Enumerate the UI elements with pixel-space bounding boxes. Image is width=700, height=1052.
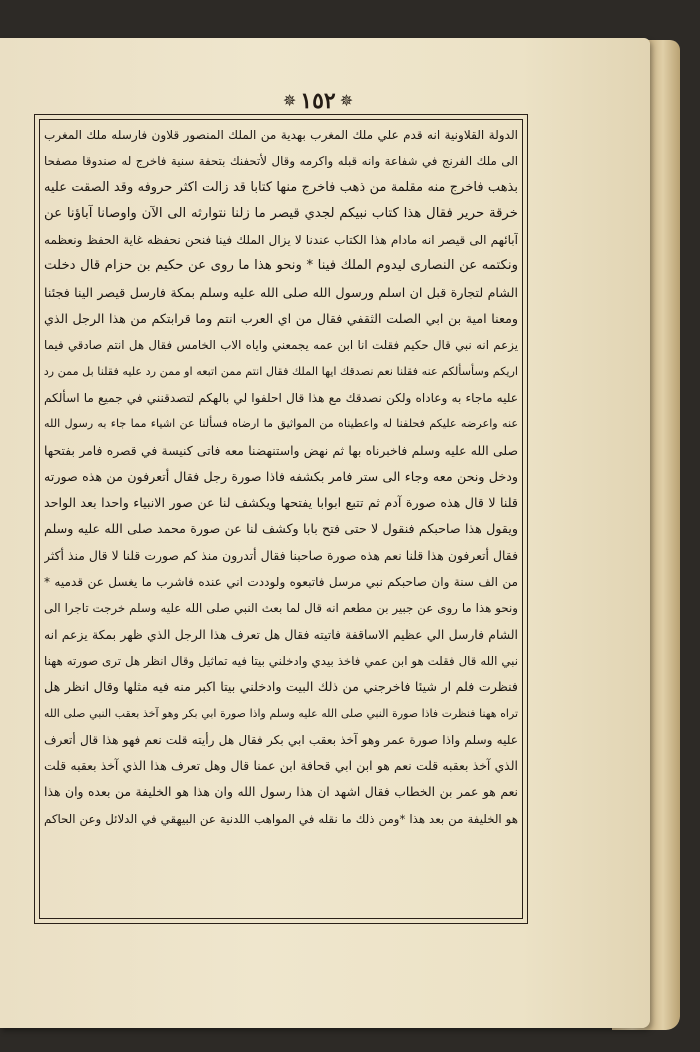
text-line: فنظرت فلم ار شيئا فاخرجني من ذلك البيت وادخلني بيتا اكبر منه فيه مثلها وقال انظر هل xyxy=(44,679,518,695)
text-line: اريكم وسأسألكم عنه فقلنا نعم نصدقك ايها الملك فقال انتم ممن اتبعه او ممن رد عليه فقلنا بل ممن رد xyxy=(44,364,518,378)
text-line: ونكتمه عن النصارى ليدوم الملك فينا * ونحو هذا ما روى عن حكيم بن حزام قال دخلت xyxy=(44,258,518,274)
text-line: ومعنا امية بن ابي الصلت الثقفي فقال من اي العرب انتم وما قرابتكم من هذا الرجل الذي xyxy=(44,311,518,327)
text-line: الشام لتجارة قبل ان اسلم ورسول الله صلى الله عليه وسلم بمكة فارسل قيصر الينا فجئنا xyxy=(44,284,518,300)
main-text xyxy=(44,122,518,916)
text-line: خرقة حرير فقال هذا كتاب نبيكم لجدي قيصر ما زلنا نتوارثه الى الآن واوصانا آباؤنا عن xyxy=(44,205,518,221)
text-line: الشام فارسل الي عظيم الاساقفة فاتيته فقال هل تعرف هذا الرجل الذي ظهر بمكة يزعم انه xyxy=(44,626,518,642)
text-line: عليه ماجاء به وعاداه ولكن نصدقك مع هذا قال احلفوا لي بالهكم لتصدقنني في جميع ما اسألكم xyxy=(44,390,518,405)
text-line: عنه واعرضه عليكم فحلفنا له واعطيناه من المواثيق ما ارضاه فسألنا عن اشياء مما جاء به رسول الله xyxy=(44,417,518,431)
text-line: عليه وسلم واذا صورة عمر وهو آخذ بعقب ابي بكر فقال هل رأيته قلت نعم فهو هذا قال أتعرف xyxy=(44,732,518,747)
text-line: من الف سنة وان صاحبكم نبي مرسل فاتبعوه ولوددت اني عنده فاشرب ما يغسل عن قدميه * xyxy=(44,575,518,590)
right-ornament-icon: ✵ xyxy=(282,91,297,110)
page-number: ١٥٢ xyxy=(300,88,336,114)
text-line: بذهب فاخرج منه مقلمة من ذهب فاخرج منها كتابا قد زالت اكثر حروفه وقد الصقت عليه xyxy=(44,179,518,195)
text-line: الدولة القلاونية انه قدم علي ملك المغرب بهدية من الملك المنصور قلاون فارسله ملك المغرب xyxy=(44,128,518,142)
text-line: آبائهم الى قيصر انه مادام هذا الكتاب عندنا لا يزال الملك فينا فنحن نحفظه غاية الحفظ ونعظمه xyxy=(44,233,518,248)
text-line: الذي آخذ بعقبه قلت نعم هو ابن ابي قحافة ابن عمنا قال وهل تعرف هذا الذي آخذ بعقبه قلت xyxy=(44,758,518,774)
text-line: نبي الله قال فقلت هو ابن عمي فاخذ بيدي وادخلني بيتا فيه تماثيل وقال انظر هل ترى صورته ههنا xyxy=(44,653,518,668)
text-line: صلى الله عليه وسلم فاخبرناه بها ثم نهض واستنهضنا معه فاتى كنيسة في قصره فامر بفتحها xyxy=(44,442,518,458)
text-line: قلنا لا قال هذه صورة آدم ثم تتبع ابوابا يفتحها ويكشف لنا عن صور الانبياء واحدا بعد الواحد xyxy=(44,495,518,511)
text-line: ودخل ونحن معه وجاء الى ستر فامر بكشفه فاذا صورة رجل فقال أتعرفون من هذه صورته xyxy=(44,468,518,484)
text-line: ونحو هذا ما روى عن جبير بن مطعم انه قال لما بعث النبي صلى الله عليه وسلم خرجت تاجرا الى xyxy=(44,601,518,616)
text-line: الى ملك الفرنج في شفاعة وانه قبله واكرمه وقال لأتحفنك بتحفة سنية فاخرج له صندوقا مصفحا xyxy=(44,154,518,169)
text-line: تراه ههنا فنظرت فاذا صورة النبي صلى الله عليه وسلم واذا صورة ابي بكر وهو آخذ بعقب النبي صلى الله xyxy=(44,706,518,720)
text-line: ويقول هذا صاحبكم فنقول لا حتى فتح بابا وكشف لنا عن صورة محمد صلى الله عليه وسلم xyxy=(44,521,518,537)
text-line: هو الخليفة من بعد هذا *ومن ذلك ما نقله في المواهب اللدنية عن البيهقي في الدلائل وعن الحاكم xyxy=(44,811,518,826)
text-line: فقال أتعرفون هذا قلنا نعم هذه صورة صاحبنا فقال أتدرون منذ كم صورت قلنا لا قال منذ أكثر xyxy=(44,547,518,563)
text-line: نعم هو عمر بن الخطاب فقال اشهد ان هذا رسول الله وان هذا هو الخليفة من بعده وان هذا xyxy=(44,784,518,800)
text-line: يزعم انه نبي قال حكيم فقلت انا ابن عمه يجمعني واياه الاب الخامس فقال هل انتم صادقي فيما xyxy=(44,338,518,353)
left-ornament-icon: ✵ xyxy=(339,91,354,110)
page-header xyxy=(268,86,368,116)
